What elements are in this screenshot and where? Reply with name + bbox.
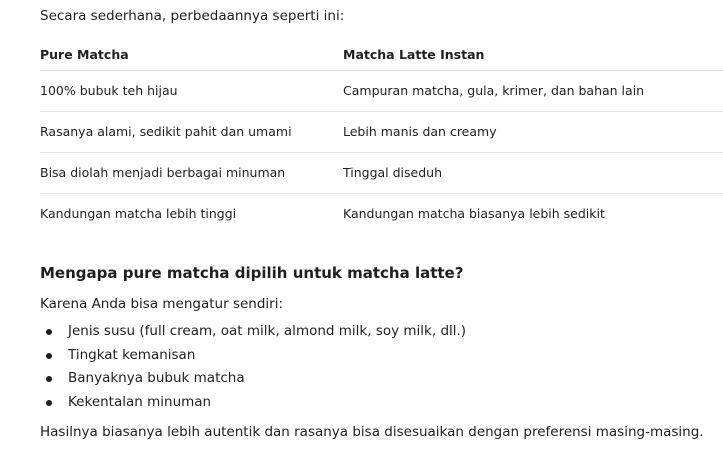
table-cell: Bisa diolah menjadi berbagai minuman: [40, 165, 286, 180]
table-cell: 100% bubuk teh hijau: [40, 83, 178, 98]
table-cell: Tinggal diseduh: [343, 165, 443, 180]
table-header-pure-matcha: Pure Matcha: [40, 47, 129, 62]
bullet-dot-icon: [46, 353, 52, 359]
list-item-text: Kekentalan minuman: [68, 393, 212, 410]
table-header-row: [40, 40, 723, 71]
list-item-text: Banyaknya bubuk matcha: [68, 370, 245, 386]
comparison-table: [40, 40, 723, 234]
table-cell: Kandungan matcha lebih tinggi: [40, 206, 237, 221]
bullet-dot-icon: [46, 400, 52, 406]
table-cell: Rasanya alami, sedikit pahit dan umami: [40, 124, 292, 139]
list-item: [40, 391, 466, 415]
closing-text: Hasilnya biasanya lebih autentik dan rasanya bisa disesuaikan dengan preferensi masing-masing.: [40, 424, 704, 440]
list-item: [40, 344, 466, 368]
table-row: [40, 112, 723, 153]
table-row: [40, 194, 723, 234]
section-heading: Mengapa pure matcha dipilih untuk matcha latte?: [40, 264, 464, 282]
intro-text: Secara sederhana, perbedaannya seperti ini:: [40, 8, 345, 24]
table-row: [40, 153, 723, 194]
table-cell: Campuran matcha, gula, krimer, dan bahan lain: [343, 83, 645, 98]
bullet-dot-icon: [46, 376, 52, 382]
list-item: [40, 367, 466, 391]
table-row: [40, 71, 723, 112]
bullet-dot-icon: [46, 329, 52, 335]
list-item-text: Jenis susu (full cream, oat milk, almond milk, soy milk, dll.): [68, 323, 467, 339]
list-item-text: Tingkat kemanisan: [68, 346, 196, 363]
table-header-matcha-latte-instan: Matcha Latte Instan: [343, 47, 485, 62]
list-item: [40, 320, 466, 344]
section-lead-text: Karena Anda bisa mengatur sendiri:: [40, 296, 284, 312]
table-cell: Lebih manis dan creamy: [343, 124, 497, 139]
bullet-list: [40, 320, 466, 414]
table-cell: Kandungan matcha biasanya lebih sedikit: [343, 206, 605, 221]
